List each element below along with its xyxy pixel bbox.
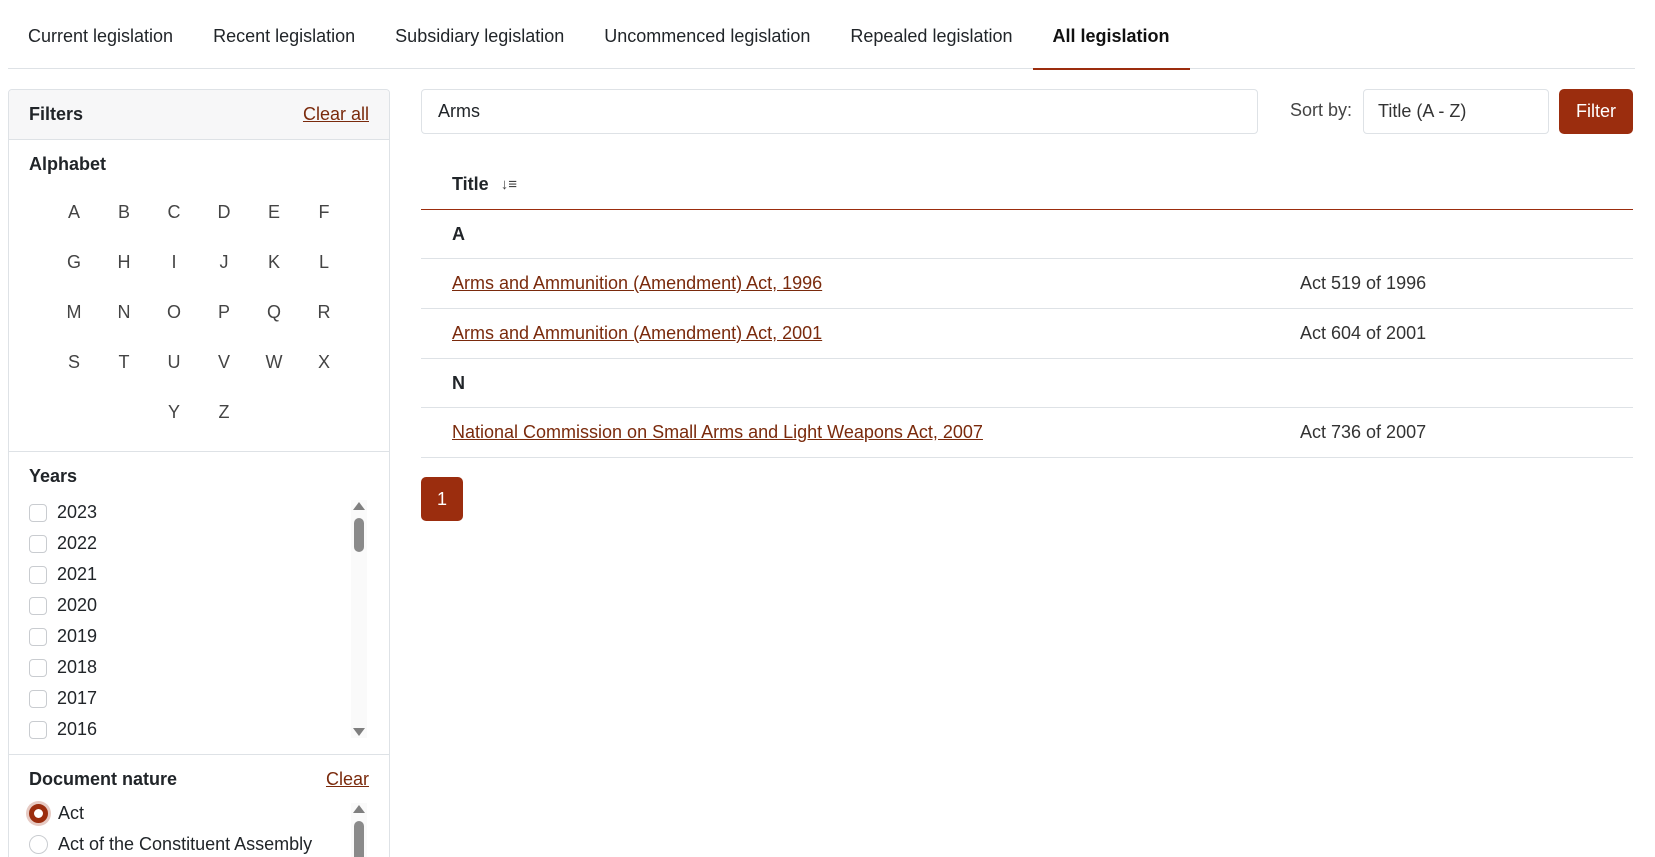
document-nature-scrollbar[interactable] (351, 803, 367, 857)
year-option[interactable] (29, 621, 369, 652)
sort-descending-icon[interactable]: ↓≡ (500, 176, 517, 193)
act-number: Act 736 of 2007 (1300, 422, 1427, 442)
year-label: 2022 (57, 533, 98, 553)
legislation-title-link[interactable]: National Commission on Small Arms and Light Weapons Act, 2007 (452, 422, 983, 442)
alphabet-letter-o[interactable]: O (166, 301, 181, 322)
tab-uncommenced-legislation[interactable]: Uncommenced legislation (604, 26, 811, 46)
alphabet-letter-f[interactable]: F (318, 201, 330, 222)
search-input[interactable] (421, 89, 1258, 134)
legislation-title-link[interactable]: Arms and Ammunition (Amendment) Act, 2001 (452, 323, 823, 343)
title-column-header: Title (452, 174, 489, 194)
alphabet-letter-e[interactable]: E (267, 201, 280, 222)
act-number: Act 519 of 1996 (1300, 273, 1427, 293)
alphabet-letter-b[interactable]: B (117, 201, 130, 222)
clear-all-link[interactable]: Clear all (302, 104, 369, 124)
alphabet-letter-a[interactable]: A (67, 201, 80, 222)
alphabet-letter-j[interactable]: J (219, 251, 229, 272)
scroll-thumb[interactable] (354, 518, 364, 552)
year-option[interactable] (29, 528, 369, 559)
document-nature-option[interactable] (29, 829, 369, 857)
year-option[interactable] (29, 590, 369, 621)
alphabet-letter-w[interactable]: W (265, 351, 283, 372)
year-checkbox[interactable] (29, 504, 47, 522)
alphabet-letter-x[interactable]: X (317, 351, 330, 372)
act-number: Act 604 of 2001 (1300, 323, 1427, 343)
document-nature-label: Act of the Constituent Assembly (58, 834, 313, 854)
scroll-down-icon[interactable] (353, 728, 365, 736)
alphabet-letter-h[interactable]: H (117, 251, 131, 272)
year-label: 2023 (57, 502, 98, 522)
year-checkbox[interactable] (29, 690, 47, 708)
year-option[interactable] (29, 497, 369, 528)
sort-select[interactable]: Title (A - Z) (1363, 89, 1549, 134)
year-option[interactable] (29, 683, 369, 714)
year-checkbox[interactable] (29, 597, 47, 615)
group-heading: A (421, 210, 1633, 259)
years-list (29, 497, 369, 745)
document-nature-label: Act (58, 803, 85, 823)
table-row (421, 259, 1633, 309)
year-checkbox[interactable] (29, 535, 47, 553)
alphabet-grid (29, 187, 369, 451)
year-label: 2016 (57, 719, 98, 739)
year-checkbox[interactable] (29, 628, 47, 646)
year-label: 2019 (57, 626, 98, 646)
filter-button[interactable]: Filter (1559, 89, 1633, 134)
alphabet-section (9, 140, 389, 452)
tab-repealed-legislation[interactable]: Repealed legislation (850, 26, 1013, 46)
document-nature-title: Document nature (29, 769, 178, 789)
year-checkbox[interactable] (29, 721, 47, 739)
tab-current-legislation[interactable]: Current legislation (28, 26, 174, 46)
alphabet-letter-d[interactable]: D (217, 201, 231, 222)
alphabet-letter-r[interactable]: R (317, 301, 331, 322)
years-scrollbar[interactable] (351, 500, 367, 738)
year-label: 2020 (57, 595, 98, 615)
document-nature-option[interactable] (29, 798, 369, 829)
alphabet-letter-q[interactable]: Q (266, 301, 281, 322)
document-nature-radio[interactable] (29, 804, 48, 823)
alphabet-letter-l[interactable]: L (318, 251, 329, 272)
table-body (421, 210, 1633, 458)
scroll-up-icon[interactable] (353, 502, 365, 510)
alphabet-letter-y[interactable]: Y (167, 401, 180, 422)
table-header (421, 160, 1633, 210)
tab-subsidiary-legislation[interactable]: Subsidiary legislation (395, 26, 565, 46)
year-option[interactable] (29, 652, 369, 683)
results-table (421, 160, 1633, 458)
year-option[interactable] (29, 559, 369, 590)
table-row (421, 408, 1633, 458)
year-checkbox[interactable] (29, 659, 47, 677)
scroll-thumb[interactable] (354, 821, 364, 857)
document-nature-section (9, 755, 389, 857)
alphabet-letter-n[interactable]: N (117, 301, 131, 322)
tab-recent-legislation[interactable]: Recent legislation (213, 26, 356, 46)
alphabet-letter-v[interactable]: V (217, 351, 230, 372)
year-checkbox[interactable] (29, 566, 47, 584)
filters-panel (8, 89, 390, 857)
alphabet-letter-p[interactable]: P (217, 301, 230, 322)
year-label: 2017 (57, 688, 98, 708)
year-option[interactable] (29, 714, 369, 745)
alphabet-letter-m[interactable]: M (66, 301, 82, 322)
years-section (9, 452, 389, 755)
years-title: Years (29, 466, 78, 486)
alphabet-letter-z[interactable]: Z (218, 401, 230, 422)
alphabet-letter-c[interactable]: C (167, 201, 181, 222)
document-nature-radio[interactable] (29, 835, 48, 854)
scroll-up-icon[interactable] (353, 805, 365, 813)
document-nature-list (29, 798, 369, 857)
filters-title: Filters (29, 104, 84, 124)
sort-label: Sort by: (1290, 100, 1353, 120)
alphabet-letter-k[interactable]: K (267, 251, 280, 272)
alphabet-letter-u[interactable]: U (167, 351, 181, 372)
alphabet-letter-g[interactable]: G (66, 251, 81, 272)
group-heading: N (421, 359, 1633, 408)
alphabet-title: Alphabet (29, 154, 107, 174)
legislation-title-link[interactable]: Arms and Ammunition (Amendment) Act, 1996 (452, 273, 823, 293)
tab-all-legislation[interactable]: All legislation (1033, 0, 1190, 69)
alphabet-letter-s[interactable]: S (67, 351, 80, 372)
page-1-button[interactable]: 1 (421, 477, 463, 521)
year-label: 2021 (57, 564, 98, 584)
year-label: 2018 (57, 657, 98, 677)
legislation-tabs (8, 0, 1635, 69)
table-row (421, 309, 1633, 359)
alphabet-letter-i[interactable]: I (171, 251, 177, 272)
alphabet-letter-t[interactable]: T (118, 351, 130, 372)
document-nature-clear-link[interactable]: Clear (325, 769, 369, 789)
filters-header (9, 90, 389, 140)
